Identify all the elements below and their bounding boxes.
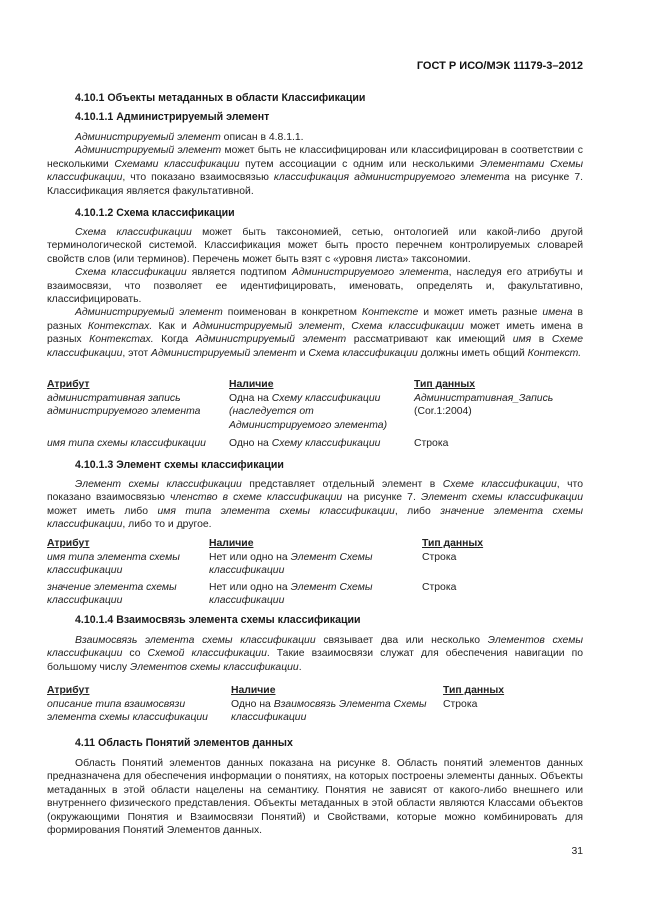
text-run: может иметь имена в разных [47, 320, 583, 346]
emphasized-term: административная запись администрируемого элемента [47, 393, 201, 418]
table-row [47, 437, 583, 452]
text-run: , либо [394, 505, 441, 517]
emphasized-term: Элементов схемы классификации [130, 661, 299, 673]
emphasized-term: классификация администрируемого элемента [273, 172, 510, 184]
column-header-type: Тип данных [414, 379, 476, 390]
text-run: Одна на [229, 393, 272, 404]
text-run: и [296, 347, 309, 359]
emphasized-term: имя [512, 334, 532, 346]
emphasized-term: значение элемента схемы классификации [47, 582, 177, 607]
emphasized-term: Контекстах. [89, 334, 154, 346]
cell-type [414, 392, 583, 419]
paragraph [47, 634, 583, 674]
emphasized-term: Контекст. [527, 347, 582, 359]
text-run: рассматривают как имеющий [346, 334, 513, 346]
text-run: на рисунке 7. [342, 492, 421, 504]
emphasized-term: имя типа элемента схемы классификации [157, 505, 395, 517]
table-row [47, 392, 583, 437]
text-run: должны иметь общий [417, 347, 528, 359]
emphasized-term: имя типа схемы классификации [47, 438, 206, 449]
paragraph [47, 226, 583, 266]
text-run: Строка [443, 699, 478, 710]
emphasized-term: Административная_Запись [414, 393, 554, 404]
text-run: Нет или одно на [209, 582, 291, 593]
emphasized-term: Администрируемый элемент [75, 132, 221, 143]
attributes-table [47, 537, 583, 611]
emphasized-term: Элемент Схемы классификации [209, 582, 373, 607]
column-header-presence: Наличие [231, 685, 276, 696]
text-run: (Cor.1:2004) [414, 406, 472, 418]
text-run: Строка [422, 552, 457, 563]
text-run: Нет или одно на [209, 552, 291, 563]
subsection-heading: 4.10.1.3 Элемент схемы классификации [75, 459, 284, 471]
emphasized-term: Схема классификации [75, 227, 192, 238]
column-header-presence: Наличие [229, 379, 274, 390]
emphasized-term: Администрируемый элемент [151, 347, 297, 359]
text-run: . [298, 661, 302, 673]
cell-attr [47, 551, 203, 578]
emphasized-term: Администрируемый элемент [195, 334, 347, 346]
text-run: , этот [122, 347, 152, 359]
text-run: Область Понятий элементов данных показана на рисунке 8. Область понятий элементов данных предназначена для обеспечения информации о понятиях, на которых построены элементы данных. Объекты метаданных в этой области нацелены на семантику. Понятия не зависят от какого-либо внешнего или внутреннего физического представления. Объекты метаданных в этой области являются Классами объектов (окружающими Понятия и Взаимосвязи Понятий) и Свойствами, которые можно комбинировать для формирования Понятий Элементов данных. [47, 758, 583, 837]
cell-type [443, 698, 583, 711]
text-run: , либо то и другое. [122, 519, 212, 531]
text-run: связывает два или несколько [315, 635, 488, 646]
emphasized-term: Администрируемый элемент [75, 307, 223, 319]
cell-presence [209, 551, 414, 578]
emphasized-term: Взаимосвязь элемента схемы классификации [75, 635, 316, 646]
emphasized-term: Схема классификации [308, 347, 418, 359]
text-run: , наследуя его атрибуты и взаимосвязи, что позволяет ее идентифицировать, именовать, определять и, факультативно, классифицировать. [47, 267, 583, 306]
emphasized-term: Контексте [361, 307, 419, 319]
emphasized-term: описание типа взаимосвязи элемента схемы классификации [47, 699, 208, 724]
text-run: на рисунке 7. Классификация является факультативной. [47, 172, 584, 197]
cell-presence [229, 437, 406, 450]
section-heading: 4.11 Область Понятий элементов данных [75, 737, 293, 749]
column-header-type: Тип данных [443, 685, 505, 696]
emphasized-term: Схемами классификации [114, 158, 240, 170]
cell-presence [209, 581, 414, 608]
emphasized-term: Схеме классификации [47, 334, 583, 359]
text-run: может быть не классифицирован или классифицирован в соответствии с несколькими [47, 145, 583, 170]
paragraph [47, 131, 583, 144]
text-run: Одно на [229, 438, 272, 449]
subsection-heading: 4.10.1.1 Администрируемый элемент [75, 111, 270, 123]
emphasized-term: Контекстах. [87, 320, 153, 332]
emphasized-term: Схему классификации (наследуется от Администрируемого элемента) [229, 393, 388, 431]
emphasized-term: Администрируемый элемент [193, 320, 343, 332]
cell-type [422, 551, 583, 564]
table-header-row [47, 684, 583, 698]
cell-attr [47, 392, 223, 419]
cell-presence [231, 698, 435, 725]
emphasized-term: имя типа элемента схемы классификации [47, 552, 180, 577]
section-heading: 4.10.1 Объекты метаданных в области Классификации [75, 92, 366, 104]
text-run: Строка [422, 582, 457, 593]
text-run: поименован в конкретном [222, 307, 362, 319]
subsection-heading: 4.10.1.2 Схема классификации [75, 207, 235, 219]
paragraph [47, 306, 583, 360]
document-header: ГОСТ Р ИСО/МЭК 11179-3–2012 [416, 60, 583, 72]
column-header-attr: Атрибут [47, 379, 90, 390]
attributes-table [47, 684, 583, 728]
text-run: , [342, 320, 352, 332]
text-run: Как и [152, 320, 194, 332]
cell-presence [229, 392, 406, 432]
text-run: Строка [414, 438, 449, 449]
paragraph [47, 266, 583, 306]
table-header-row [47, 378, 583, 392]
column-header-attr: Атрибут [47, 685, 90, 696]
cell-attr [47, 581, 203, 608]
emphasized-term: Взаимосвязь Элемента Схемы классификации [231, 699, 427, 724]
page-number: 31 [571, 846, 583, 857]
emphasized-term: Элемент схемы классификации [420, 492, 583, 504]
emphasized-term: Элемент Схемы классификации [209, 552, 373, 577]
text-run: является подтипом [186, 267, 292, 279]
paragraph [47, 144, 583, 198]
text-run: Одно на [231, 699, 274, 710]
table-header-row [47, 537, 583, 551]
emphasized-term: Схемой классификации [147, 648, 267, 660]
emphasized-term: Схеме классификации [442, 479, 557, 490]
table-row [47, 698, 583, 728]
table-row [47, 551, 583, 581]
emphasized-term: значение элемента схемы классификации [47, 505, 583, 531]
text-run: . Такие взаимосвязи служат для обеспечения навигации по большому числу [47, 648, 583, 673]
text-run: описан в 4.8.1.1. [220, 132, 304, 143]
attributes-table [47, 378, 583, 452]
emphasized-term: имена [542, 307, 573, 319]
column-header-attr: Атрибут [47, 538, 90, 549]
text-run: может иметь либо [47, 505, 158, 517]
text-run: Когда [153, 334, 196, 346]
column-header-presence: Наличие [209, 538, 254, 549]
paragraph [47, 757, 583, 837]
emphasized-term: Элементами Схемы классификации [47, 158, 583, 184]
cell-attr [47, 698, 225, 725]
text-run: и может иметь разные [418, 307, 543, 319]
text-run: в разных [47, 307, 583, 332]
emphasized-term: Администрируемого элемента [291, 267, 449, 279]
text-run: со [122, 648, 148, 660]
emphasized-term: Элементов схемы классификации [47, 635, 583, 660]
column-header-type: Тип данных [422, 538, 484, 549]
text-run: представляет отдельный элемент в [241, 479, 443, 490]
cell-type [414, 437, 583, 450]
emphasized-term: Схема классификации [351, 320, 464, 332]
cell-type [422, 581, 583, 594]
text-run: может быть таксономией, сетью, онтологией или какой-либо другой терминологической системой. Классификация может быть просто перечнем контролируемых словарей свойств слов (или терминов). Перечень может быть взят с «уровня листа» таксономии. [47, 227, 583, 265]
table-row [47, 581, 583, 611]
subsection-heading: 4.10.1.4 Взаимосвязь элемента схемы классификации [75, 614, 361, 626]
text-run: путем ассоциации с одним или несколькими [239, 158, 480, 170]
emphasized-term: Схему классификации [271, 438, 381, 449]
emphasized-term: Администрируемый элемент [75, 145, 222, 157]
cell-attr [47, 437, 223, 450]
text-run: в [531, 334, 552, 346]
text-run: , что показано взаимосвязью [122, 172, 274, 184]
emphasized-term: членство в схеме классификации [169, 492, 343, 504]
emphasized-term: Элемент схемы классификации [75, 479, 242, 490]
text-run: , что показано взаимосвязью [47, 479, 583, 504]
paragraph [47, 478, 583, 532]
emphasized-term: Схема классификации [75, 267, 187, 279]
